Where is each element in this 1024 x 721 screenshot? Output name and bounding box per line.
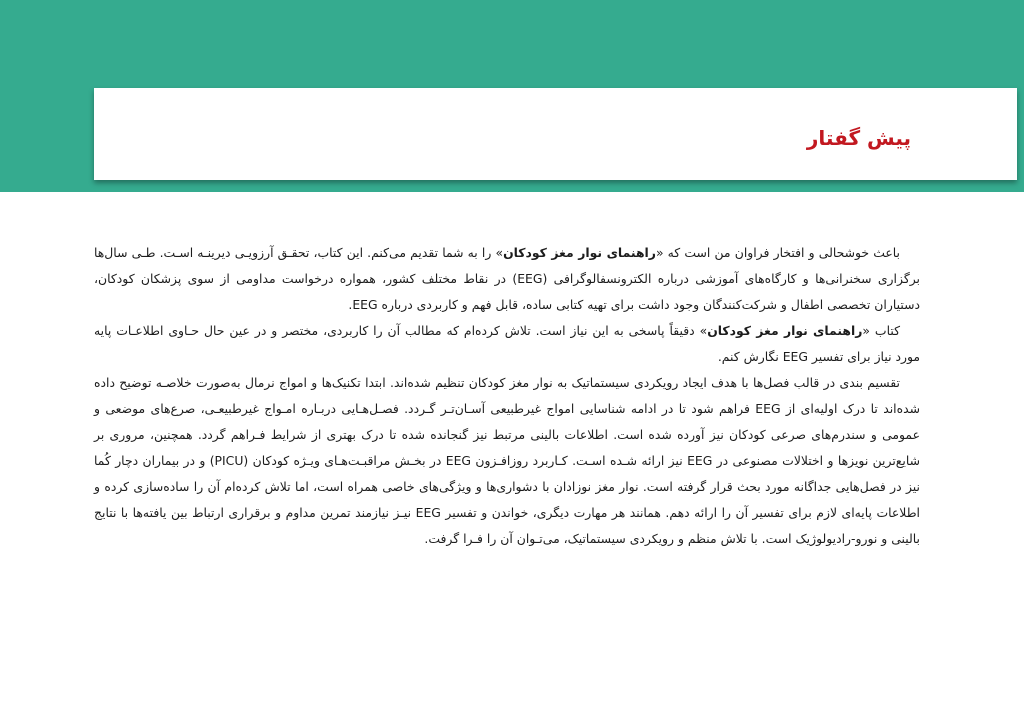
paragraph — [94, 240, 920, 318]
paragraph-text: باعث خوشحالی و افتخار فراوان من است که « — [655, 245, 900, 260]
paragraph-text: تقسیم بندی در قالب فصل‌ها با هدف ایجاد رویکردی سیستماتیک به نوار مغز کودکان تنظیم شده‌اند. ابتدا تکنیک‌ها و امواج نرمال به‌صورت خلاصـه توضیح داده شده‌اند تا درک اولیه‌ای از EEG فراهم شود تا در ادامه شناسایی امواج غیرطبیعی آسـان‌تـر گـردد. فصـل‌هـایی دربـاره امـواج غیرطبیعـی، صرع‌های موضعی و عمومی و سندرم‌های صرعی کودکان نیز آورده شده است. اطلاعات بالینی مرتبط نیز گنجانده شده تا درک بهتری از شرایط فـراهم گردد. همچنین، مروری بر شایع‌ترین نویزها و اختلالات مصنوعی در EEG نیز ارائه شـده اسـت. کـاربرد روزافـزون EEG در بخـش مراقبـت‌هـای ویـژه کودکان (PICU) و در بیماران دچار کُما نیز در فصل‌هایی جداگانه مورد بحث قرار گرفته است. نوار مغز نوزادان با دشواری‌ها و ویژگی‌های خاصی همراه است، اما تلاش کرده‌ام آن را ساده‌سازی کرده و اطلاعات پایه‌ای لازم برای تفسیر آن را ارائه دهم. همانند هر مهارت دیگری، خواندن و تفسیر EEG نیـز نیازمند تمرین مداوم و برقراری ارتباط بین یافته‌ها با نتایج بالینی و نورو-رادیولوژیک است. با تلاش منظم و رویکردی سیستماتیک، می‌تـوان آن را فـرا گرفت. — [94, 375, 920, 546]
paragraph-text: » دقیقاً پاسخی به این نیاز است. تلاش کرده‌ام که مطالب آن را کاربردی، مختصر و در عین حال حـاوی اطلاعـات پایه مورد نیاز برای تفسیر EEG نگارش کنم. — [94, 323, 920, 364]
book-title-bold: راهنمای نوار مغز کودکان — [503, 245, 656, 260]
page-title: پیش گفتار — [806, 126, 911, 150]
paragraph-text: » را به شما تقدیم می‌کنم. این کتاب، تحقـق آرزویـی دیرینـه اسـت. طـی سال‌ها برگزاری سخنرانی‌ها و کارگاه‌های آموزشی درباره الکترونسفالوگرافی (EEG) در نقاط مختلف کشور، همواره درخواست مداومی از سوی پزشکان کودکان، دستیاران تخصصی اطفال و شرکت‌کنندگان وجود داشت برای تهیه کتابی ساده، قابل فهم و کاربردی درباره EEG. — [94, 245, 921, 312]
paragraph-text: کتاب « — [862, 323, 900, 338]
paragraph — [94, 318, 920, 370]
book-title-bold: راهنمای نوار مغز کودکان — [707, 323, 863, 338]
paragraph — [94, 370, 920, 552]
body-text — [94, 240, 920, 552]
